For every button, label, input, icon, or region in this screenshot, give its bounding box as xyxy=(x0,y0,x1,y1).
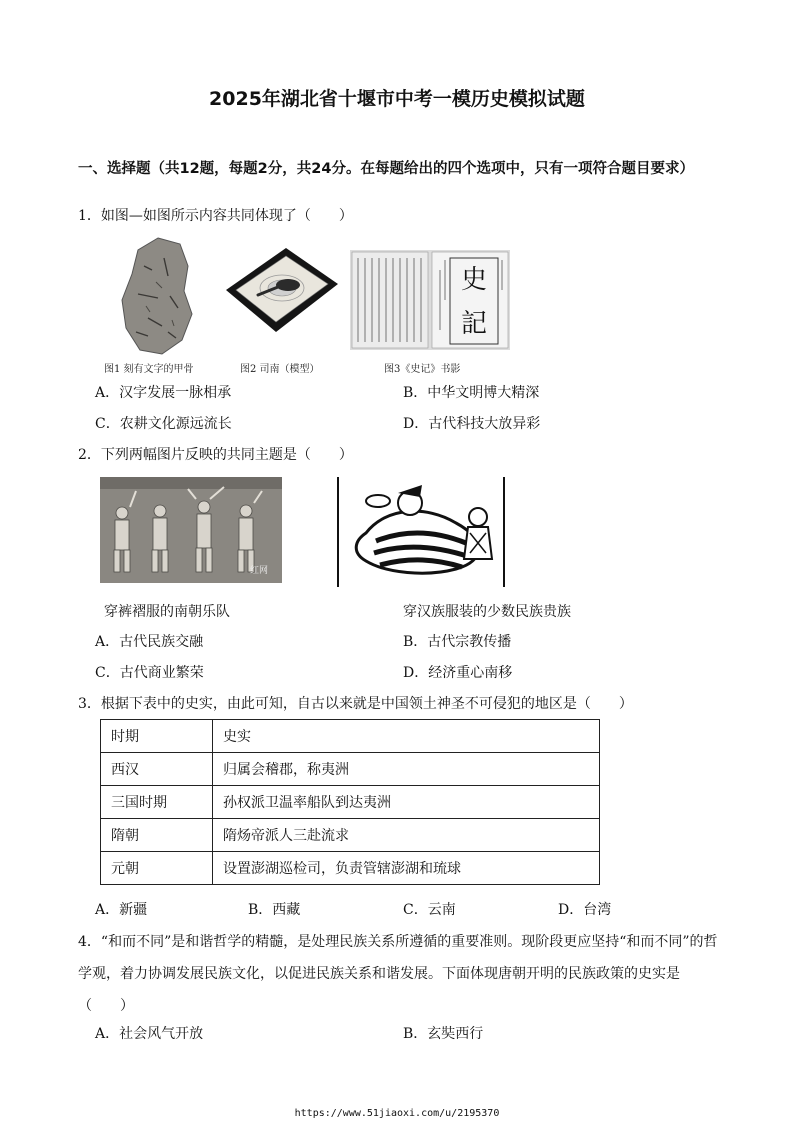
q2-option-b[interactable]: B．古代宗教传播 xyxy=(403,634,512,650)
q4-option-a[interactable]: A．社会风气开放 xyxy=(95,1026,204,1042)
table-cell-fact: 隋炀帝派人三赴流求 xyxy=(213,819,600,852)
history-table xyxy=(100,719,600,885)
q2-option-a[interactable]: A．古代民族交融 xyxy=(95,634,204,650)
section-heading: 一、选择题（共12题，每题2分，共24分。在每题给出的四个选项中，只有一项符合题目要求） xyxy=(78,161,694,177)
table-header-period: 时期 xyxy=(101,720,213,753)
table-row xyxy=(101,819,600,852)
svg-text:史: 史 xyxy=(460,265,488,295)
table-cell-period: 元朝 xyxy=(101,852,213,885)
q2-caption-1: 穿裤褶服的南朝乐队 xyxy=(104,604,230,620)
southern-dynasty-band-image xyxy=(100,477,282,583)
q3-option-c[interactable]: C．云南 xyxy=(403,902,456,918)
q1-caption-2: 图2 司南（模型） xyxy=(240,364,320,375)
q3-option-d[interactable]: D．台湾 xyxy=(558,902,612,918)
table-cell-period: 西汉 xyxy=(101,753,213,786)
table-cell-period: 三国时期 xyxy=(101,786,213,819)
q1-option-d[interactable]: D．古代科技大放异彩 xyxy=(403,416,541,432)
question-3-stem: 3．根据下表中的史实，由此可知，自古以来就是中国领土神圣不可侵犯的地区是（ ） xyxy=(78,696,633,712)
table-cell-period: 隋朝 xyxy=(101,819,213,852)
table-cell-fact: 归属会稽郡，称夷洲 xyxy=(213,753,600,786)
q1-option-a[interactable]: A．汉字发展一脉相承 xyxy=(95,385,232,401)
q1-option-b[interactable]: B．中华文明博大精深 xyxy=(403,385,540,401)
q2-option-d[interactable]: D．经济重心南移 xyxy=(403,665,513,681)
question-2-stem: 2．下列两幅图片反映的共同主题是（ ） xyxy=(78,447,353,463)
q1-caption-3: 图3《史记》书影 xyxy=(384,364,461,375)
q3-option-b[interactable]: B．西藏 xyxy=(248,902,301,918)
q2-option-c[interactable]: C．古代商业繁荣 xyxy=(95,665,204,681)
svg-text:红网: 红网 xyxy=(250,566,269,576)
question-4-stem: 4．“和而不同”是和谐哲学的精髓，是处理民族关系所遵循的重要准则。现阶段更应坚持“和而不同”的哲学观，着力协调发展民族文化，以促进民族关系和谐发展。下面体现唐朝开明的民族政策的史实是（ ） xyxy=(78,934,718,1014)
q1-caption-1: 图1 刻有文字的甲骨 xyxy=(104,364,194,375)
table-row xyxy=(101,786,600,819)
question-1-stem: 1．如图—如图所示内容共同体现了（ ） xyxy=(78,208,353,224)
q3-option-a[interactable]: A．新疆 xyxy=(95,902,148,918)
footer-url[interactable]: https://www.51jiaoxi.com/u/2195370 xyxy=(294,1108,500,1119)
table-header-fact: 史实 xyxy=(213,720,600,753)
oracle-bone-image xyxy=(118,236,194,356)
table-row xyxy=(101,852,600,885)
table-cell-fact: 孙权派卫温率船队到达夷洲 xyxy=(213,786,600,819)
minority-noble-image xyxy=(336,477,508,587)
page-title: 2025年湖北省十堰市中考一模历史模拟试题 xyxy=(209,88,585,110)
q2-caption-2: 穿汉族服装的少数民族贵族 xyxy=(403,604,571,620)
sinan-compass-image xyxy=(220,240,342,336)
q1-option-c[interactable]: C．农耕文化源远流长 xyxy=(95,416,232,432)
table-row xyxy=(101,753,600,786)
shiji-book-image xyxy=(350,250,510,350)
table-cell-fact: 设置澎湖巡检司，负责管辖澎湖和琉球 xyxy=(213,852,600,885)
table-header-row xyxy=(101,720,600,753)
q4-option-b[interactable]: B．玄奘西行 xyxy=(403,1026,484,1042)
svg-text:記: 記 xyxy=(460,309,488,339)
